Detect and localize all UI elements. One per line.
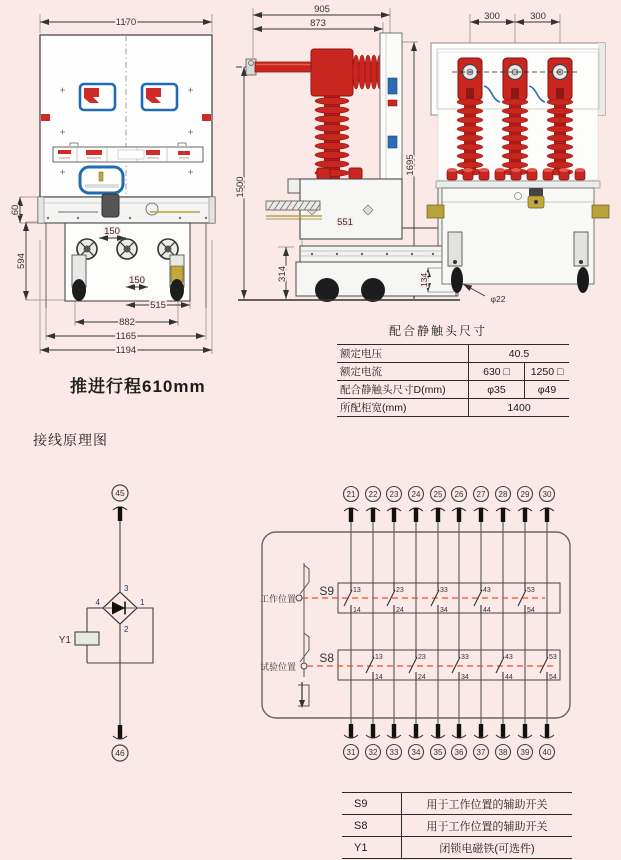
svg-text:26: 26 (454, 490, 464, 499)
rear-pole-1 (458, 58, 482, 100)
aux-switch-block (260, 487, 570, 760)
contact-table-title: 配合静触头尺寸 (388, 324, 487, 338)
svg-text:33: 33 (461, 654, 469, 661)
terminal (540, 487, 555, 523)
coil-circuit (59, 485, 153, 761)
table-row (337, 345, 569, 363)
legend-row (342, 837, 572, 859)
dim-1165: 1165 (115, 331, 137, 342)
svg-text:30: 30 (542, 490, 552, 499)
push-travel-caption: 推进行程610mm (70, 377, 206, 396)
svg-text:13: 13 (375, 654, 383, 661)
side-wheel-front (315, 278, 339, 302)
legend-code: S9 (342, 793, 402, 815)
s9-label: S9 (319, 584, 334, 598)
front-chassis (38, 194, 215, 223)
terminal (409, 487, 424, 523)
bridge-pin-1: 1 (140, 598, 145, 607)
svg-text:14: 14 (353, 607, 361, 614)
dim-551: 551 (337, 217, 353, 228)
legend-code: S8 (342, 815, 402, 837)
svg-text:33: 33 (440, 587, 448, 594)
legend-code: Y1 (342, 837, 402, 859)
dim-882: 882 (119, 317, 135, 328)
row-value[interactable]: 630 □ (469, 363, 525, 381)
row-value: 40.5 (469, 345, 570, 363)
side-insulator-fins (315, 98, 349, 177)
svg-text:27: 27 (476, 490, 486, 499)
terminal (452, 487, 467, 523)
terminal (474, 487, 489, 523)
side-pole-assembly (236, 49, 395, 181)
svg-text:32: 32 (368, 748, 378, 757)
terminal (344, 724, 359, 760)
terminal (344, 487, 359, 523)
svg-text:25: 25 (433, 490, 443, 499)
svg-text:21: 21 (346, 490, 356, 499)
terminal (518, 724, 533, 760)
rear-wheel-leader (463, 284, 485, 296)
front-bushing-2 (117, 239, 137, 259)
svg-text:39: 39 (520, 748, 530, 757)
rear-view (419, 11, 609, 304)
work-position-label: 工作位置 (259, 594, 297, 604)
legend-row (342, 793, 572, 815)
svg-text:34: 34 (440, 607, 448, 614)
side-rear-panel (380, 33, 402, 183)
front-handle-right (202, 114, 211, 121)
dim-314: 314 (277, 266, 288, 282)
front-inspection-window-right (142, 84, 177, 110)
dim-1500: 1500 (235, 176, 246, 198)
technical-drawings (0, 0, 621, 360)
front-view (10, 14, 215, 356)
terminal-45-label: 45 (115, 488, 125, 498)
terminal (431, 487, 446, 523)
terminal (518, 487, 533, 523)
legend-desc: 用于工作位置的辅助开关 (402, 815, 573, 837)
svg-text:13: 13 (353, 587, 361, 594)
row-label: 额定电流 (337, 363, 469, 381)
svg-text:54: 54 (527, 607, 535, 614)
rear-pole-3 (548, 58, 572, 100)
svg-text:34: 34 (461, 674, 469, 681)
rear-padlock (528, 188, 544, 208)
front-inspection-window-left (80, 84, 115, 110)
terminal (452, 724, 467, 760)
terminal (409, 724, 424, 760)
terminal (366, 487, 381, 523)
svg-text:23: 23 (389, 490, 399, 499)
cam-roller-work (296, 595, 302, 601)
svg-text:44: 44 (505, 674, 513, 681)
dim-150b: 150 (129, 275, 145, 286)
row-value[interactable]: 1250 □ (525, 363, 570, 381)
dim-150a: 150 (104, 226, 120, 237)
terminal (387, 487, 402, 523)
row-label: 额定电压 (337, 345, 469, 363)
rear-insulators (457, 99, 573, 175)
svg-text:29: 29 (520, 490, 530, 499)
top-terminals (344, 487, 555, 523)
svg-text:53: 53 (549, 654, 557, 661)
svg-text:35: 35 (433, 748, 443, 757)
side-wheel-rear (361, 278, 385, 302)
table-row (337, 399, 569, 417)
rear-pole-2 (503, 58, 527, 100)
contact-table-section (337, 322, 569, 417)
cam-roller-test (301, 663, 307, 669)
svg-text:24: 24 (396, 607, 404, 614)
front-interlock-knob (102, 194, 119, 217)
legend-desc: 闭锁电磁铁(可选件) (402, 837, 573, 859)
terminal (387, 724, 402, 760)
side-contact-arm-tip (246, 59, 256, 75)
terminal (474, 724, 489, 760)
dim-134: 134 (419, 272, 429, 288)
svg-text:28: 28 (498, 490, 508, 499)
dim-873: 873 (310, 18, 326, 29)
svg-text:40: 40 (542, 748, 552, 757)
svg-text:14: 14 (375, 674, 383, 681)
dim-515: 515 (150, 300, 166, 311)
svg-text:43: 43 (505, 654, 513, 661)
svg-text:36: 36 (454, 748, 464, 757)
terminal (496, 487, 511, 523)
svg-text:23: 23 (396, 587, 404, 594)
bridge-pin-4: 4 (95, 598, 100, 607)
terminal (496, 724, 511, 760)
row-value: φ49 (525, 381, 570, 399)
table-row (337, 363, 569, 381)
svg-text:38: 38 (498, 748, 508, 757)
s9-contact-numbers (353, 587, 535, 614)
front-nameplate-window (80, 167, 123, 193)
dim-300a: 300 (484, 11, 500, 22)
s8-contact-numbers (375, 654, 557, 681)
svg-text:37: 37 (476, 748, 486, 757)
terminal (540, 724, 555, 760)
front-wheel-left (72, 255, 86, 301)
position-cam (296, 563, 309, 708)
svg-text:43: 43 (483, 587, 491, 594)
svg-text:44: 44 (483, 607, 491, 614)
wiring-schematic (0, 455, 621, 785)
row-value: φ35 (469, 381, 525, 399)
svg-text:53: 53 (527, 587, 535, 594)
dim-1695: 1695 (405, 154, 416, 176)
svg-text:22: 22 (368, 490, 378, 499)
dim-300b: 300 (530, 11, 546, 22)
svg-text:34: 34 (411, 748, 421, 757)
dim-1170: 1170 (115, 17, 137, 28)
travel-arrow-head (299, 700, 305, 708)
front-handle-left (41, 114, 50, 121)
legend-row (342, 815, 572, 837)
coil-label: Y1 (58, 635, 71, 646)
svg-text:31: 31 (346, 748, 356, 757)
side-mechanism-housing (266, 168, 402, 239)
dim-594: 594 (16, 253, 27, 269)
dim-60: 60 (10, 204, 21, 216)
test-position-label: 试验位置 (259, 662, 297, 672)
plug-contact-icon (113, 725, 127, 739)
row-value: 1400 (469, 399, 570, 417)
wiring-columns (351, 522, 547, 725)
svg-text:24: 24 (418, 674, 426, 681)
terminal (431, 724, 446, 760)
bridge-pin-2: 2 (124, 625, 129, 634)
dim-phi22: φ22 (490, 294, 506, 304)
wiring-diagram-title: 接线原理图 (33, 432, 108, 448)
row-label: 所配柜宽(mm) (337, 399, 469, 417)
legend-desc: 用于工作位置的辅助开关 (402, 793, 573, 815)
plug-contact-icon (113, 507, 127, 521)
side-view (235, 4, 460, 302)
dim-905: 905 (314, 4, 330, 15)
terminal (366, 724, 381, 760)
table-row (337, 381, 569, 399)
bottom-terminals (344, 724, 555, 760)
terminal-46-label: 46 (115, 748, 125, 758)
svg-text:33: 33 (389, 748, 399, 757)
s8-contact-box (338, 650, 560, 680)
front-wheel-right (170, 255, 184, 301)
bridge-pin-3: 3 (124, 584, 129, 593)
dim-1194: 1194 (115, 345, 137, 356)
svg-text:54: 54 (549, 674, 557, 681)
contact-table (337, 344, 569, 417)
rear-terminal-caps (447, 168, 585, 180)
row-label: 配合静触头尺寸D(mm) (337, 381, 469, 399)
coil-symbol (75, 632, 99, 645)
legend-table (342, 792, 572, 859)
svg-text:24: 24 (411, 490, 421, 499)
svg-text:23: 23 (418, 654, 426, 661)
s8-label: S8 (319, 651, 334, 665)
